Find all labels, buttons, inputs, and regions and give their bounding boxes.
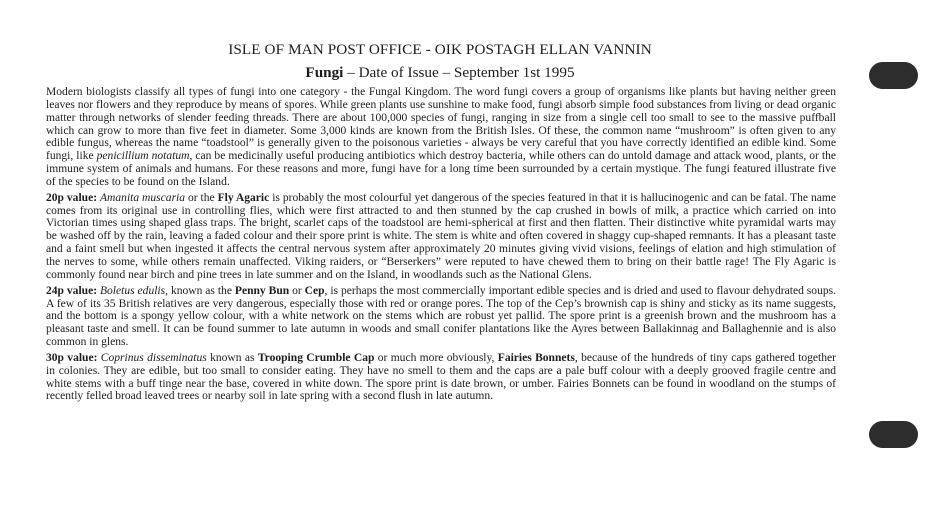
paragraph-20p [46, 192, 836, 282]
latin-name-24p: Boletus edulis [99, 284, 166, 297]
common-name-30p: Trooping Crumble Cap [257, 351, 375, 364]
punch-hole-top [869, 62, 918, 89]
intro-text-1: Modern biologists classify all types of fungi into one category - the Fungal Kingdom. The word fungi covers a group of organisms like plants but having neither green leaves nor flowers and they reproduce by means of spores. While green plants use sunshine to make food, fungi absorb simple food substances from living or dead organic matter through networks of slender feeding threads. There are about 100,000 species of fungi, ranging in size from a single cell too small to see to the massive puffball which can grow to more than five feet in diameter. Some 3,000 kinds are known from the British Isles. Of these, the common name “mushroom” is often given to any edible fungus, whereas the name “toadstool” is generally given to the poisonous varieties - always be very careful that you have correctly identified an edible kind. Some fungi, like [46, 86, 836, 163]
text-24p-2: , is perhaps the most commercially important edible species and is dried and used to flavour dehydrated soups. A few of its 35 British relatives are very dangerous, especially those with red or orange pores. The top of the Cep’s brownish cap is shiny and sticky as its name suggests, and the bottom is a spongy yellow colour, with a white network on the stems which are robust yet pallid. The spore print is a greenish brown and the mushroom has a pleasant taste and smell. It can be found summer to late autumn in woods and small conifer plantations like the Ayres between Ballakinnag and Ballaghennie and is also common in glens. [46, 284, 837, 349]
intro-text-2: , can be medicinally useful producing antibiotics which destroy bacteria, while others can do untold damage and attack wood, plants, or the immune system of animals and humans. For these reasons and more, fungi have for a long time been surrounded by a certain mystique. The fungi featured illustrate five of the species to be found on the Island. [46, 150, 836, 188]
paragraph-24p [46, 285, 836, 349]
common-name-24p-alt: Cep [304, 284, 325, 297]
value-label-24p: 24p value: [46, 284, 98, 297]
common-name-20p: Fly Agaric [217, 191, 270, 204]
text-24p-or: or [289, 284, 305, 297]
text-30p-or: or much more obviously, [374, 351, 498, 364]
paragraph-30p [46, 352, 836, 403]
intro-paragraph [46, 86, 836, 189]
value-label-20p: 20p value: [46, 191, 98, 204]
issue-date-text: – Date of Issue – September 1st 1995 [343, 64, 575, 81]
description-body [46, 86, 836, 406]
text-30p-2: , because of the hundreds of tiny caps gathered together in colonies. They are edible, but too small to consider eating. They have no smell to them and the caps are a pale buff colour with a deeply grooved fragile centre and white stems with a buff tinge near the base, covered in white down. The spore print is date brown, or umber. Fairies Bonnets can be found in woodland on the stumps of recently felled broad leaved trees or nearby soil in late spring with a second flush in late autumn. [46, 351, 837, 403]
issue-date-line [0, 64, 880, 82]
text-20p-1: or the [185, 191, 218, 204]
text-20p-2: is probably the most colourful yet dangerous of the species featured in that it is hallucinogenic and can be fatal. The name comes from its original use in controlling flies, which were first attracted to and then stunned by the cap crushed in bowls of milk, a practice which carried on into Victorian times using shaped glass traps. The bright, scarlet caps of the toadstool are hemi-spherical at first and then flatten. Their distinctive white pyramidal warts may be washed off by the rain, leaving a faded colour and their spore print is white. The stem is white and often covered in shaggy cup-shaped remnants. It has a pleasant taste and a faint smell but when ingested it affects the central nervous system after approximately 20 minutes giving vivid visions, feelings of elation and high stimulation of the nerves to some, while others remain unaffected. Viking raiders, or “Berserkers” were reputed to have chewed them to bring on their battle rage! The Fly Agaric is commonly found near birch and pine trees in late summer and on the Island, in woodlands such as the National Glens. [46, 191, 836, 281]
latin-name-30p: Coprinus disseminatus [100, 351, 207, 364]
value-label-30p: 30p value: [46, 351, 98, 364]
subject-name: Fungi [305, 64, 344, 81]
document-title: ISLE OF MAN POST OFFICE - OIK POSTAGH ELLAN VANNIN [228, 41, 652, 58]
text-24p-1: , known as the [165, 284, 235, 297]
common-name-24p: Penny Bun [234, 284, 290, 297]
intro-species-name: penicillium notatum [96, 150, 190, 163]
punch-hole-bottom [869, 421, 918, 448]
text-30p-1: known as [206, 351, 258, 364]
latin-name-20p: Amanita muscaria [100, 191, 186, 204]
common-name-30p-alt: Fairies Bonnets [497, 351, 575, 364]
